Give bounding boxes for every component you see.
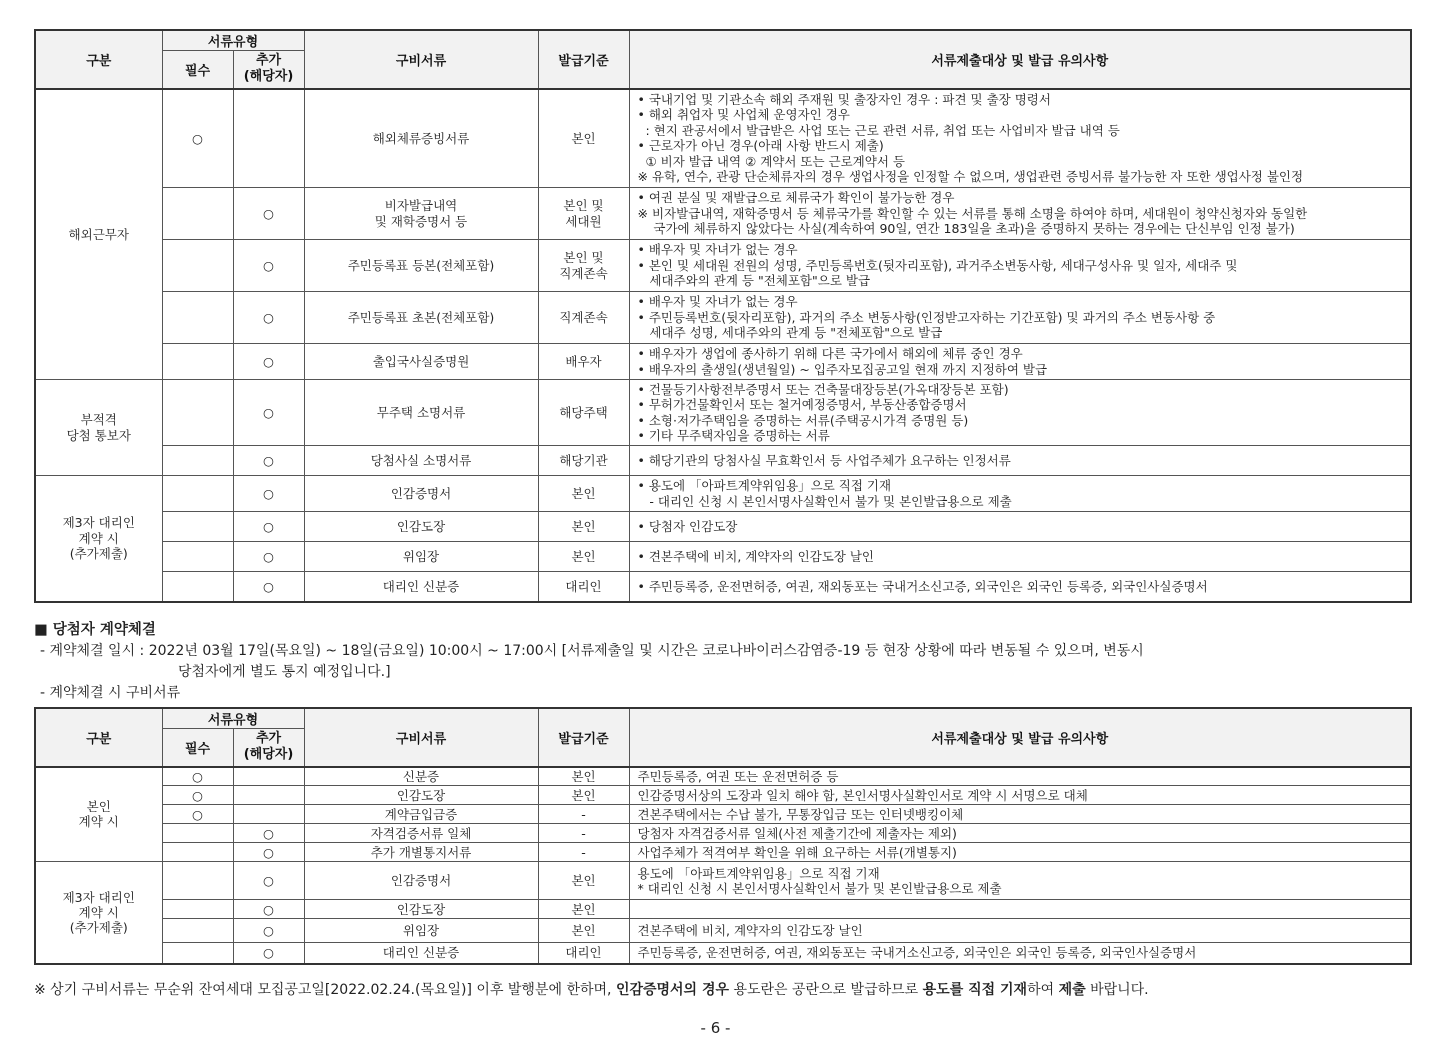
document-name: 인감증명서 bbox=[304, 476, 538, 512]
issue-basis bbox=[538, 240, 629, 292]
group-label-line: (추가제출) bbox=[69, 546, 128, 561]
notes-cell bbox=[629, 786, 1411, 805]
table-row bbox=[35, 805, 1411, 824]
notes-cell bbox=[629, 512, 1411, 542]
group-label-line: 제3자 대리인 bbox=[62, 889, 135, 905]
note-line: ※ 유학, 연수, 관광 단순체류자의 경우 생업사정을 인정할 수 없으며, 생업관련 증빙서류 불가능한 자 또한 생업사정 불인정 bbox=[637, 169, 1304, 185]
issue-basis: 해당주택 bbox=[538, 380, 629, 446]
header-category: 구분 bbox=[35, 30, 162, 89]
header-notes: 서류제출대상 및 발급 유의사항 bbox=[629, 30, 1411, 89]
group-label-line: (추가제출) bbox=[69, 919, 128, 935]
issue-basis: 본인 bbox=[538, 900, 629, 919]
issue-basis-line: 본인 및 bbox=[563, 250, 604, 265]
additional-mark: ○ bbox=[233, 824, 304, 843]
note-line: • 배우자 및 자녀가 없는 경우 bbox=[637, 242, 798, 258]
header-additional-label: 추가 bbox=[255, 731, 282, 747]
additional-mark: ○ bbox=[233, 862, 304, 900]
note-line: ※ 비자발급내역, 재학증명서 등 체류국가를 확인할 수 있는 서류를 통해 소명을 하여야 하며, 세대원이 청약신청자와 동일한 bbox=[637, 205, 1308, 221]
group-label: 해외근무자 bbox=[35, 89, 162, 380]
note-line: • 소형·저가주택임을 증명하는 서류(주택공시가격 증명원 등) bbox=[637, 412, 969, 428]
note-line: * 대리인 신청 시 본인서명사실확인서 불가 및 본인발급용으로 제출 bbox=[637, 880, 1002, 896]
document-name: 당첨사실 소명서류 bbox=[304, 446, 538, 476]
note-line: • 건물등기사항전부증명서 또는 건축물대장등본(가옥대장등본 포함) bbox=[637, 381, 1009, 397]
additional-mark: ○ bbox=[233, 919, 304, 943]
note-line: 견본주택에서는 수납 불가, 무통장입금 또는 인터넷뱅킹이체 bbox=[637, 806, 964, 822]
document-name: 인감도장 bbox=[304, 786, 538, 805]
required-mark bbox=[162, 943, 233, 964]
issue-basis: 본인 bbox=[538, 862, 629, 900]
additional-mark: ○ bbox=[233, 446, 304, 476]
header-required: 필수 bbox=[162, 51, 233, 89]
document-name: 인감증명서 bbox=[304, 862, 538, 900]
note-line: 세대주 성명, 세대주와의 관계 등 "전체포함"으로 발급 bbox=[637, 325, 943, 341]
note-line: 주민등록증, 여권 또는 운전면허증 등 bbox=[637, 768, 839, 784]
required-mark: ○ bbox=[162, 89, 233, 188]
notes-cell bbox=[629, 380, 1411, 446]
additional-mark bbox=[233, 767, 304, 786]
required-mark bbox=[162, 446, 233, 476]
overseas-documents-table bbox=[34, 29, 1412, 603]
note-line: • 무허가건물확인서 또는 철거예정증명서, 부동산종합증명서 bbox=[637, 397, 967, 412]
issue-basis-line: 세대원 bbox=[565, 213, 602, 229]
notes-cell bbox=[629, 188, 1411, 240]
group-label-line: 제3자 대리인 bbox=[62, 515, 135, 530]
notes-cell bbox=[629, 805, 1411, 824]
document-name: 무주택 소명서류 bbox=[304, 380, 538, 446]
note-line: • 배우자의 출생일(생년월일) ~ 입주자모집공고일 현재 까지 지정하여 발급 bbox=[637, 361, 1048, 377]
document-name: 위임장 bbox=[304, 919, 538, 943]
group-label bbox=[35, 767, 162, 862]
notes-cell bbox=[629, 240, 1411, 292]
group-label bbox=[35, 476, 162, 602]
document-name bbox=[304, 188, 538, 240]
issue-basis: 본인 bbox=[538, 786, 629, 805]
table-row bbox=[35, 862, 1411, 900]
header-additional-sub: (해당자) bbox=[243, 69, 294, 85]
issue-basis: 대리인 bbox=[538, 572, 629, 602]
header-notes: 서류제출대상 및 발급 유의사항 bbox=[629, 708, 1411, 767]
table-row bbox=[35, 380, 1411, 446]
issue-basis: 대리인 bbox=[538, 943, 629, 964]
additional-mark: ○ bbox=[233, 572, 304, 602]
table-row bbox=[35, 188, 1411, 240]
document-name: 인감도장 bbox=[304, 900, 538, 919]
issue-basis-line: 직계존속 bbox=[559, 265, 608, 281]
additional-mark: ○ bbox=[233, 476, 304, 512]
footnote-emphasis: 인감증명서의 경우 bbox=[615, 982, 730, 998]
required-mark: ○ bbox=[162, 786, 233, 805]
issue-basis-line: 본인 및 bbox=[563, 198, 604, 213]
required-mark bbox=[162, 843, 233, 862]
issue-basis: 본인 bbox=[538, 476, 629, 512]
issue-basis: 본인 bbox=[538, 919, 629, 943]
document-name: 자격검증서류 일체 bbox=[304, 824, 538, 843]
table-row bbox=[35, 512, 1411, 542]
document-name: 주민등록표 등본(전체포함) bbox=[304, 240, 538, 292]
table-row bbox=[35, 240, 1411, 292]
footnote-text: ※ 상기 구비서류는 무순위 잔여세대 모집공고일[2022.02.24.(목요일)] 이후 발행분에 한하며, bbox=[34, 982, 616, 998]
header-issue-basis: 발급기준 bbox=[538, 708, 629, 767]
table-row bbox=[35, 843, 1411, 862]
note-line: • 여권 분실 및 재발급으로 체류국가 확인이 불가능한 경우 bbox=[637, 190, 955, 206]
note-line: : 현지 관공서에서 발급받은 사업 또는 근로 관련 서류, 취업 또는 사업비자 발급 내역 등 bbox=[637, 122, 1120, 138]
required-mark bbox=[162, 824, 233, 843]
note-line: • 기타 무주택자임을 증명하는 서류 bbox=[637, 428, 830, 443]
group-label-line: 부적격 bbox=[80, 412, 117, 427]
note-line: • 해당기관의 당첨사실 무효확인서 등 사업주체가 요구하는 인정서류 bbox=[637, 452, 1011, 468]
note-line: 인감증명서상의 도장과 일치 해야 함, 본인서명사실확인서로 계약 시 서명으로 대체 bbox=[637, 787, 1088, 803]
notes-cell bbox=[629, 919, 1411, 943]
required-mark bbox=[162, 900, 233, 919]
note-line: 주민등록증, 운전면허증, 여권, 재외동포는 국내거소신고증, 외국인은 외국인 등록증, 외국인사실증명서 bbox=[637, 945, 1197, 961]
document-name: 해외체류증빙서류 bbox=[304, 89, 538, 188]
additional-mark: ○ bbox=[233, 240, 304, 292]
additional-mark: ○ bbox=[233, 344, 304, 380]
additional-mark: ○ bbox=[233, 843, 304, 862]
required-mark bbox=[162, 572, 233, 602]
issue-basis bbox=[538, 188, 629, 240]
group-label-line: 당첨 통보자 bbox=[66, 427, 131, 443]
contract-documents-table bbox=[34, 707, 1412, 965]
additional-mark: ○ bbox=[233, 512, 304, 542]
header-issue-basis: 발급기준 bbox=[538, 30, 629, 89]
page-number: - 6 - bbox=[700, 1019, 731, 1037]
table-row bbox=[35, 446, 1411, 476]
header-documents: 구비서류 bbox=[304, 708, 538, 767]
issue-basis: - bbox=[538, 824, 629, 843]
required-mark: ○ bbox=[162, 767, 233, 786]
notes-cell bbox=[629, 344, 1411, 380]
notes-cell bbox=[629, 572, 1411, 602]
note-line: • 주민등록증, 운전면허증, 여권, 재외동포는 국내거소신고증, 외국인은 외국인 등록증, 외국인사실증명서 bbox=[637, 578, 1208, 594]
issue-basis: 해당기관 bbox=[538, 446, 629, 476]
note-line: • 해외 취업자 및 사업체 운영자인 경우 bbox=[637, 107, 850, 123]
required-mark bbox=[162, 344, 233, 380]
note-line: 견본주택에 비치, 계약자의 인감도장 날인 bbox=[637, 923, 863, 938]
section-title: ■ 당첨자 계약체결 bbox=[34, 622, 156, 638]
group-label-line: 계약 시 bbox=[78, 530, 119, 546]
required-mark bbox=[162, 188, 233, 240]
footnote-text: 하여 bbox=[1027, 982, 1059, 998]
note-line: • 본인 및 세대원 전원의 성명, 주민등록번호(뒷자리포함), 과거주소변동사항, 세대구성사유 및 일자, 세대주 및 bbox=[637, 257, 1238, 273]
table-row bbox=[35, 943, 1411, 964]
issue-basis: 본인 bbox=[538, 512, 629, 542]
document-name-line: 및 재학증명서 등 bbox=[374, 213, 468, 229]
note-line: 사업주체가 적격여부 확인을 위해 요구하는 서류(개별통지) bbox=[637, 844, 957, 860]
table-row bbox=[35, 919, 1411, 943]
footnote-text: 용도란은 공란으로 발급하므로 bbox=[729, 982, 923, 998]
note-line: 용도에 「아파트계약위임용」으로 직접 기재 bbox=[637, 865, 880, 881]
note-line: ① 비자 발급 내역 ② 계약서 또는 근로계약서 등 bbox=[637, 153, 905, 169]
contract-date-line-cont: 당첨자에게 별도 통지 예정입니다.] bbox=[178, 664, 391, 680]
header-doc-type: 서류유형 bbox=[162, 708, 304, 729]
additional-mark bbox=[233, 786, 304, 805]
note-line: 당첨자 자격검증서류 일체(사전 제출기간에 제출자는 제외) bbox=[637, 825, 957, 841]
additional-mark: ○ bbox=[233, 380, 304, 446]
note-line: • 배우자 및 자녀가 없는 경우 bbox=[637, 294, 798, 310]
note-line: • 근로자가 아닌 경우(아래 사항 반드시 제출) bbox=[637, 138, 884, 154]
header-required: 필수 bbox=[162, 729, 233, 767]
table-row bbox=[35, 344, 1411, 380]
table-row bbox=[35, 89, 1411, 188]
note-line: • 주민등록번호(뒷자리포함), 과거의 주소 변동사항(인정받고자하는 기간포함) 및 과거의 주소 변동사항 중 bbox=[637, 309, 1216, 325]
document-name: 계약금입금증 bbox=[304, 805, 538, 824]
required-mark bbox=[162, 512, 233, 542]
contract-documents-line: - 계약체결 시 구비서류 bbox=[40, 685, 181, 701]
additional-mark bbox=[233, 805, 304, 824]
issue-basis: 본인 bbox=[538, 542, 629, 572]
additional-mark bbox=[233, 89, 304, 188]
notes-cell bbox=[629, 862, 1411, 900]
group-label bbox=[35, 380, 162, 476]
group-label-line: 계약 시 bbox=[78, 904, 119, 920]
table-row bbox=[35, 542, 1411, 572]
notes-cell bbox=[629, 292, 1411, 344]
document-name: 대리인 신분증 bbox=[304, 943, 538, 964]
note-line: • 견본주택에 비치, 계약자의 인감도장 날인 bbox=[637, 548, 875, 564]
note-line: • 배우자가 생업에 종사하기 위해 다른 국가에서 해외에 체류 중인 경우 bbox=[637, 346, 1023, 361]
group-label-line: 계약 시 bbox=[78, 814, 119, 830]
required-mark: ○ bbox=[162, 805, 233, 824]
document-name-line: 비자발급내역 bbox=[384, 198, 458, 213]
header-additional bbox=[233, 729, 304, 767]
notes-cell bbox=[629, 943, 1411, 964]
required-mark bbox=[162, 919, 233, 943]
document-name: 출입국사실증명원 bbox=[304, 344, 538, 380]
notes-cell bbox=[629, 824, 1411, 843]
additional-mark: ○ bbox=[233, 900, 304, 919]
document-name: 신분증 bbox=[304, 767, 538, 786]
required-mark bbox=[162, 292, 233, 344]
header-documents: 구비서류 bbox=[304, 30, 538, 89]
notes-cell bbox=[629, 542, 1411, 572]
table-row bbox=[35, 900, 1411, 919]
table-row bbox=[35, 824, 1411, 843]
note-line: • 국내기업 및 기관소속 해외 주재원 및 출장자인 경우 : 파견 및 출장 명령서 bbox=[637, 91, 1051, 107]
table-row bbox=[35, 786, 1411, 805]
header-additional-sub: (해당자) bbox=[243, 747, 294, 763]
issue-basis: - bbox=[538, 805, 629, 824]
note-line: 국가에 체류하지 않았다는 사실(계속하여 90일, 연간 183일을 초과)을 증명하지 못하는 경우에는 단신부임 인정 불가) bbox=[637, 221, 1295, 237]
issue-basis: - bbox=[538, 843, 629, 862]
table-row bbox=[35, 572, 1411, 602]
notes-cell bbox=[629, 89, 1411, 188]
required-mark bbox=[162, 240, 233, 292]
additional-mark: ○ bbox=[233, 292, 304, 344]
header-category: 구분 bbox=[35, 708, 162, 767]
additional-mark: ○ bbox=[233, 188, 304, 240]
footnote-text: 바랍니다. bbox=[1085, 982, 1149, 998]
document-name: 위임장 bbox=[304, 542, 538, 572]
group-label-line: 본인 bbox=[86, 799, 111, 815]
header-doc-type: 서류유형 bbox=[162, 30, 304, 51]
table-row bbox=[35, 476, 1411, 512]
note-line: • 용도에 「아파트계약위임용」으로 직접 기재 bbox=[637, 478, 892, 493]
footnote bbox=[34, 979, 1149, 999]
group-label bbox=[35, 862, 162, 964]
additional-mark: ○ bbox=[233, 542, 304, 572]
required-mark bbox=[162, 380, 233, 446]
note-line: - 대리인 신청 시 본인서명사실확인서 불가 및 본인발급용으로 제출 bbox=[637, 493, 1012, 509]
additional-mark: ○ bbox=[233, 943, 304, 964]
notes-cell bbox=[629, 767, 1411, 786]
required-mark bbox=[162, 476, 233, 512]
document-name: 대리인 신분증 bbox=[304, 572, 538, 602]
required-mark bbox=[162, 862, 233, 900]
issue-basis: 본인 bbox=[538, 767, 629, 786]
contract-date-line: - 계약체결 일시 : 2022년 03월 17일(목요일) ~ 18일(금요일) 10:00시 ~ 17:00시 [서류제출일 및 시간은 코로나바이러스감염증-19 등 현장 상황에 따라 변동될 수 있으며, 변동시 bbox=[40, 643, 1144, 659]
issue-basis: 본인 bbox=[538, 89, 629, 188]
footnote-emphasis: 제출 bbox=[1058, 982, 1086, 998]
document-name: 인감도장 bbox=[304, 512, 538, 542]
header-additional bbox=[233, 51, 304, 89]
notes-cell bbox=[629, 843, 1411, 862]
issue-basis: 직계존속 bbox=[538, 292, 629, 344]
notes-cell bbox=[629, 446, 1411, 476]
header-additional-label: 추가 bbox=[255, 53, 282, 69]
notes-cell bbox=[629, 476, 1411, 512]
required-mark bbox=[162, 542, 233, 572]
document-name: 추가 개별통지서류 bbox=[304, 843, 538, 862]
table-row bbox=[35, 292, 1411, 344]
document-name: 주민등록표 초본(전체포함) bbox=[304, 292, 538, 344]
table-row bbox=[35, 767, 1411, 786]
notes-cell bbox=[629, 900, 1411, 919]
note-line: • 당첨자 인감도장 bbox=[637, 518, 738, 534]
note-line: 세대주와의 관계 등 "전체포함"으로 발급 bbox=[637, 273, 871, 289]
issue-basis: 배우자 bbox=[538, 344, 629, 380]
footnote-emphasis: 용도를 직접 기재 bbox=[922, 982, 1028, 998]
